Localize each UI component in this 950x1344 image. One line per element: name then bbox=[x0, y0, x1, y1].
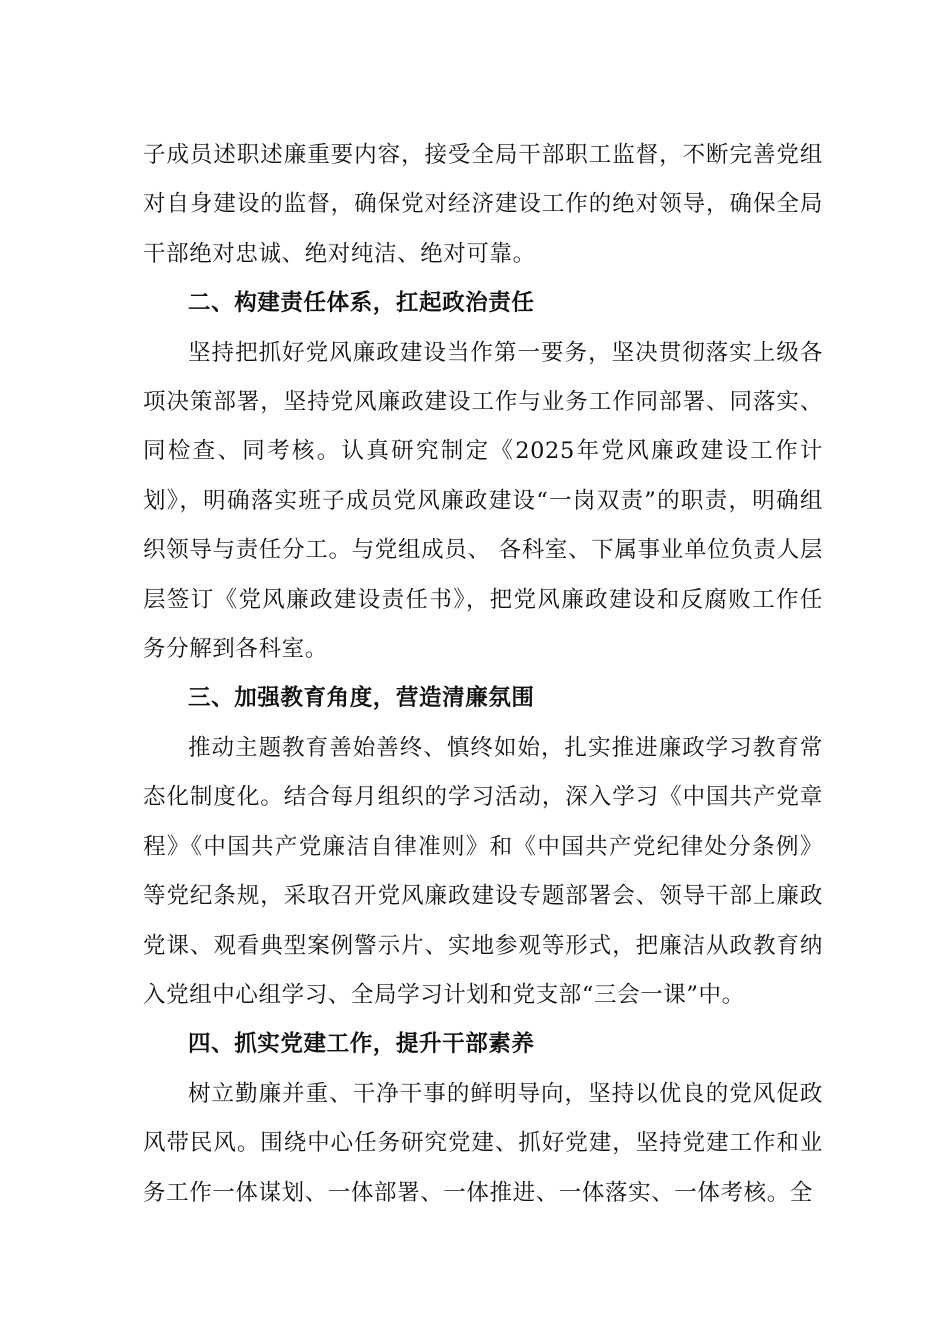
paragraph-section-3: 推动主题教育善始善终、慎终如始，扎实推进廉政学习教育常态化制度化。结合每月组织的学习活动，深入学习《中国共产党章程》《中国共产党廉洁自律准则》和《中国共产党纪律处分条例》等党纪条规，采取召开党风廉政建设专题部署会、领导干部上廉政党课、观看典型案例警示片、实地参观等形式，把廉洁从政教育纳入党组中心组学习、全局学习计划和党支部“三会一课”中。 bbox=[143, 734, 823, 1008]
paragraph-continued: 子成员述职述廉重要内容，接受全局干部职工监督，不断完善党组对自身建设的监督，确保党对经济建设工作的绝对领导，确保全局干部绝对忠诚、绝对纯洁、绝对可靠。 bbox=[143, 142, 823, 267]
document-body bbox=[143, 131, 823, 1218]
paragraph-section-2: 坚持把抓好党风廉政建设当作第一要务，坚决贯彻落实上级各项决策部署，坚持党风廉政建设工作与业务工作同部署、同落实、同检查、同考核。认真研究制定《2025年党风廉政建设工作计划》，明确落实班子成员党风廉政建设“一岗双责”的职责，明确组织领导与责任分工。与党组成员、 各科室、下属事业单位负责人层层签订《党风廉政建设责任书》，把党风廉政建设和反腐败工作任务分解到各科室。 bbox=[143, 339, 823, 663]
paragraph-section-4: 树立勤廉并重、干净干事的鲜明导向，坚持以优良的党风促政风带民风。围绕中心任务研究党建、抓好党建，坚持党建工作和业务工作一体谋划、一体部署、一体推进、一体落实、一体考核。全 bbox=[143, 1080, 823, 1206]
section-heading-4: 四、抓实党建工作，提升干部素养 bbox=[188, 1031, 535, 1058]
section-heading-3: 三、加强教育角度，营造清廉氛围 bbox=[188, 685, 535, 712]
section-heading-2: 二、构建责任体系，扛起政治责任 bbox=[188, 290, 535, 317]
